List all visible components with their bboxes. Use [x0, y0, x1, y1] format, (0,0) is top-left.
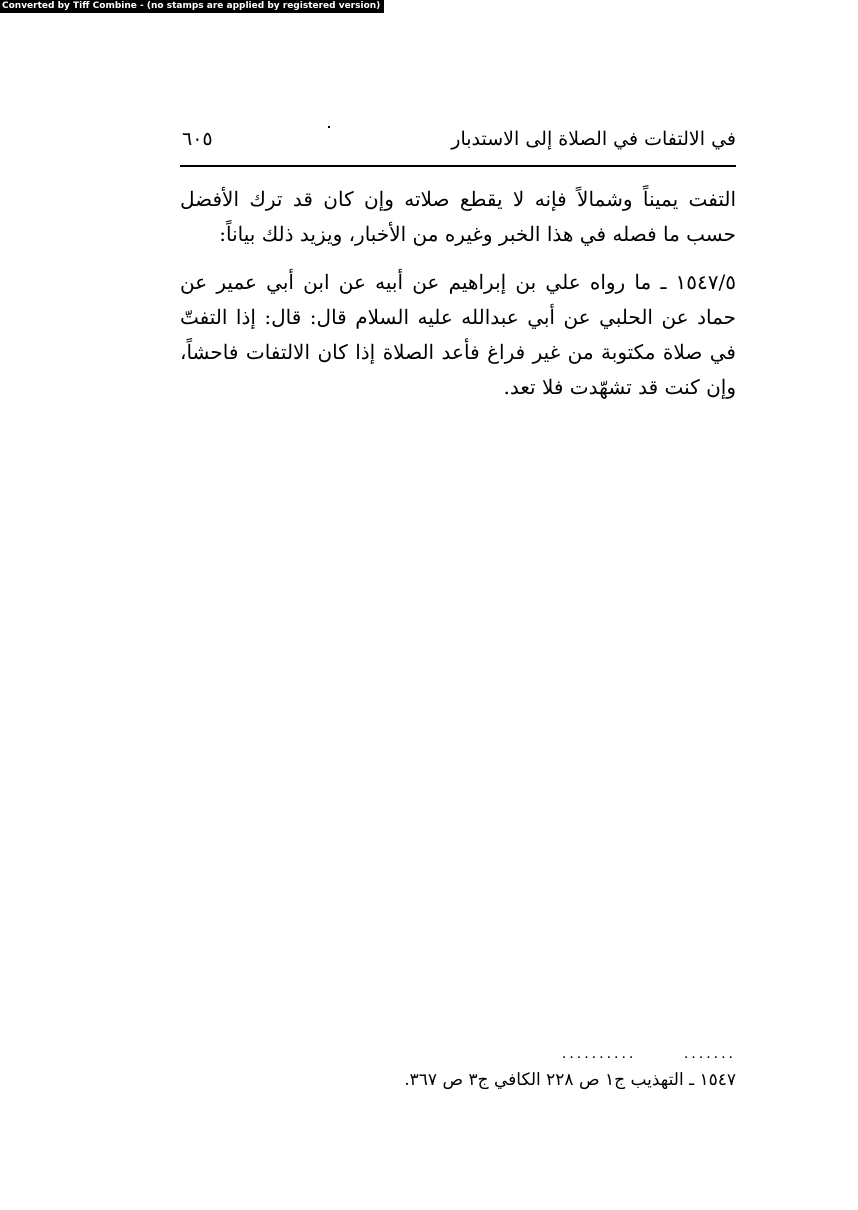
page-header	[180, 124, 736, 162]
converter-banner: Converted by Tiff Combine - (no stamps are applied by registered version)	[0, 0, 384, 13]
speck-mark	[328, 126, 330, 128]
footnote-separator	[562, 1046, 736, 1062]
header-divider	[180, 165, 736, 167]
footnote: ١٥٤٧ ـ التهذيب ج١ ص ٢٢٨ الكافي ج٣ ص ٣٦٧.	[404, 1070, 736, 1090]
body-text	[180, 182, 736, 405]
footnote-dots-left: ..........	[561, 1046, 637, 1062]
footnote-dots-right: .......	[683, 1046, 736, 1062]
running-title: في الالتفات في الصلاة إلى الاستدبار	[451, 128, 736, 150]
paragraph-hadith: ١٥٤٧/٥ ـ ما رواه علي بن إبراهيم عن أبيه عن ابن أبي عمير عن حماد عن الحلبي عن أبي عبدالله عليه السلام قال: قال: إذا التفتّ في صلاة مكتوبة من غير فراغ فأعد الصلاة إذا كان الالتفات فاحشاً، وإن كنت قد تشهّدت فلا تعد.	[180, 270, 736, 399]
page-number: ٦٠٥	[182, 128, 213, 150]
paragraph-intro: التفت يميناً وشمالاً فإنه لا يقطع صلاته وإن كان قد ترك الأفضل حسب ما فصله في هذا الخبر وغيره من الأخبار، ويزيد ذلك بياناً:	[180, 187, 736, 246]
